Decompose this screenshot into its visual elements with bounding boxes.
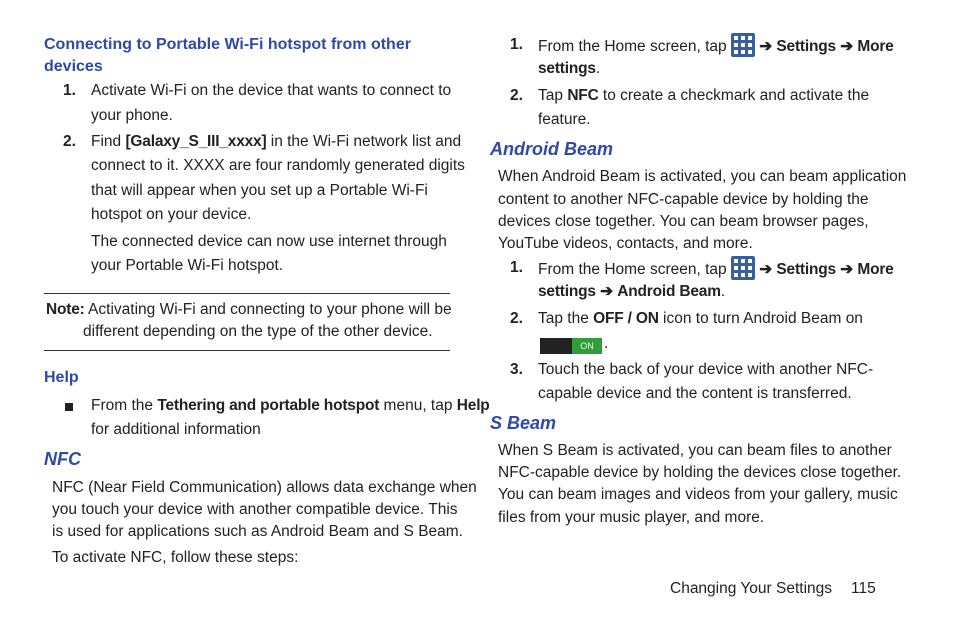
footer-section-title: Changing Your Settings (670, 580, 833, 597)
step-text: hotspot on your device. (91, 206, 252, 223)
step-text-part: in the Wi-Fi network list and (266, 133, 462, 150)
arrow-icon: ➔ (840, 38, 854, 56)
step-text (538, 309, 863, 329)
network-name: [Galaxy_S_III_xxxx] (125, 133, 267, 150)
period: . (720, 283, 726, 300)
android-beam-label: Android Beam (617, 283, 721, 300)
note-text (46, 300, 452, 320)
settings-lower-label: settings (538, 60, 596, 77)
more-label: More (857, 38, 894, 56)
arrow-icon: ➔ (600, 283, 613, 300)
settings-label: Settings (776, 261, 836, 279)
step-number: 2. (510, 87, 523, 104)
step-text (538, 86, 869, 106)
settings-label: Settings (776, 38, 836, 56)
paragraph-line: When S Beam is activated, you can beam files to another (498, 442, 892, 459)
paragraph-line: content to another NFC-capable device by holding the (498, 191, 869, 208)
off-on-label: OFF / ON (593, 310, 659, 327)
help-label: Help (456, 397, 490, 414)
step-number: 1. (510, 259, 523, 276)
step-text: your Portable Wi-Fi hotspot. (91, 257, 284, 274)
android-beam-heading: Android Beam (490, 139, 614, 159)
arrow-icon: ➔ (759, 261, 773, 279)
step-text: The connected device can now use internet through (91, 233, 447, 250)
s-beam-heading: S Beam (490, 413, 557, 433)
paragraph-line: You can beam images and videos from your gallery, music (498, 486, 898, 503)
step-text (538, 35, 894, 59)
step-text (538, 282, 725, 302)
paragraph-line: devices close together. You can beam browser pages, (498, 213, 869, 230)
note-bottom-rule (44, 350, 450, 351)
nfc-toggle-switch-icon (540, 338, 602, 354)
step-text (538, 258, 894, 282)
step-number: 1. (63, 82, 76, 99)
section-heading-connect-cont: devices (44, 58, 103, 75)
step-text: Touch the back of your device with another NFC- (538, 361, 874, 378)
step-text-part: From the Home screen, tap (538, 261, 731, 279)
step-number: 2. (63, 133, 76, 150)
paragraph-line: files from your music player, and more. (498, 509, 765, 526)
step-text-part: Find (91, 133, 126, 150)
section-heading-connect: Connecting to Portable Wi-Fi hotspot from other (44, 36, 411, 53)
tethering-menu-label: Tethering and portable hotspot (157, 397, 380, 414)
step-text: capable device and the content is transferred. (538, 385, 852, 402)
bullet-text-part: From the (91, 397, 158, 414)
arrow-icon: ➔ (759, 38, 773, 56)
step-text-part: icon to turn Android Beam on (658, 310, 863, 327)
apps-grid-icon (731, 256, 755, 280)
period: . (595, 60, 601, 77)
nfc-heading: NFC (44, 449, 81, 469)
nfc-label: NFC (567, 87, 599, 104)
step-text (91, 132, 461, 152)
note-top-rule (44, 293, 450, 294)
step-number: 2. (510, 310, 523, 327)
step-text (538, 59, 600, 79)
step-text: connect to it. XXXX are four randomly generated digits (91, 157, 465, 174)
step-text: Activate Wi-Fi on the device that wants to connect to (91, 82, 452, 99)
step-text-part: From the Home screen, tap (538, 38, 731, 56)
square-bullet-icon (65, 403, 73, 411)
step-text-part: Tap (538, 87, 568, 104)
settings-lower-label: settings (538, 283, 596, 300)
bullet-text-part: menu, tap (379, 397, 457, 414)
step-number: 1. (510, 36, 523, 53)
step-text-part: to create a checkmark and activate the (598, 87, 870, 104)
bullet-text (91, 396, 490, 416)
toggle-on-label: ON (572, 338, 602, 354)
step-text: your phone. (91, 107, 173, 124)
paragraph-line: YouTube videos, contacts, and more. (498, 235, 753, 252)
note-body: Activating Wi-Fi and connecting to your phone will be (84, 301, 452, 318)
step-number: 3. (510, 361, 523, 378)
page-number: 115 (851, 580, 876, 597)
paragraph-line: NFC (Near Field Communication) allows data exchange when (52, 479, 477, 496)
paragraph-line: NFC-capable device by holding the devices close together. (498, 464, 902, 481)
period: . (604, 335, 609, 352)
paragraph-line: To activate NFC, follow these steps: (52, 549, 299, 566)
paragraph-line: you touch your device with another compatible device. This (52, 501, 458, 518)
note-label: Note: (46, 301, 85, 318)
more-label: More (857, 261, 894, 279)
help-heading: Help (44, 369, 79, 386)
bullet-text: for additional information (91, 421, 261, 438)
step-text-part: Tap the (538, 310, 594, 327)
apps-grid-icon (731, 33, 755, 57)
arrow-icon: ➔ (840, 261, 854, 279)
note-text: different depending on the type of the other device. (83, 323, 433, 340)
paragraph-line: When Android Beam is activated, you can beam application (498, 168, 907, 185)
paragraph-line: is used for applications such as Android Beam and S Beam. (52, 523, 463, 540)
step-text: feature. (538, 111, 591, 128)
step-text: that will appear when you set up a Portable Wi-Fi (91, 182, 428, 199)
